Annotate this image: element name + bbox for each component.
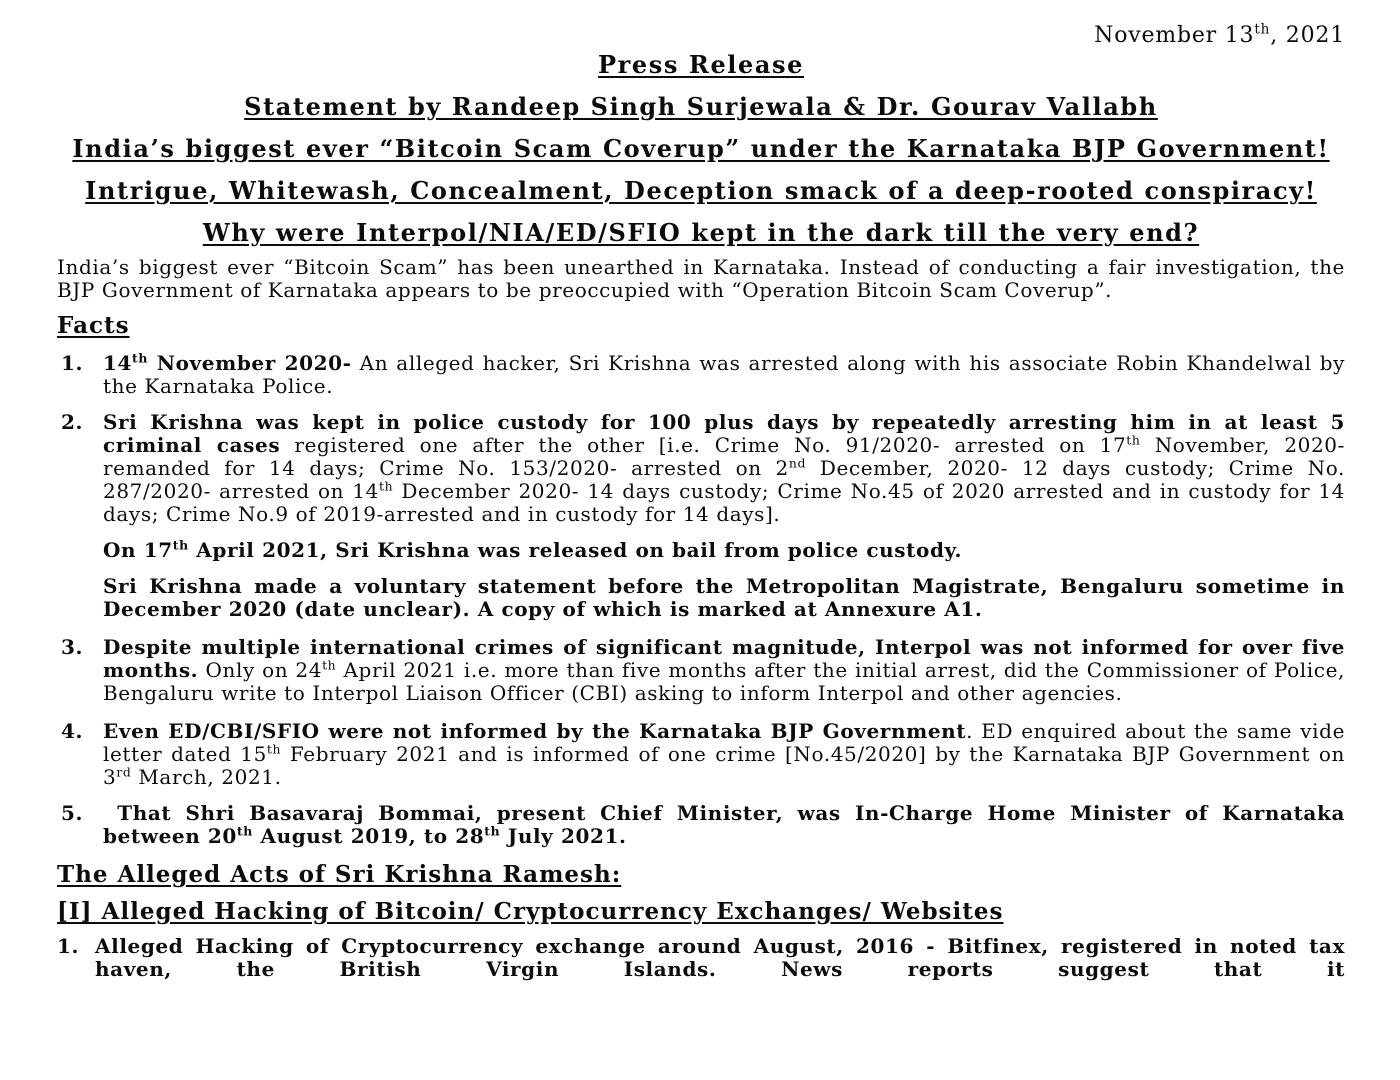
heading-interpol-question: Why were Interpol/NIA/ED/SFIO kept in the dark till the very end? xyxy=(202,218,1200,247)
fact-4-text: Even ED/CBI/SFIO were not informed by the Karnataka BJP Government. ED enquired about the same vide letter dated 15th February 2021 and is informed of one crime [No.45/2020] by the Karnataka BJP Government on 3rd March, 2021. xyxy=(103,719,1346,789)
fact-2-note-statement: Sri Krishna made a voluntary statement before the Metropolitan Magistrate, Bengaluru sometime in December 2020 (date unclear). A copy of which is marked at Annexure A1. xyxy=(103,574,1345,621)
section-1-heading: [I] Alleged Hacking of Bitcoin/ Cryptocurrency Exchanges/ Websites xyxy=(57,898,1004,925)
fact-item-5 xyxy=(57,802,1345,848)
alleged-acts-heading: The Alleged Acts of Sri Krishna Ramesh: xyxy=(57,861,622,888)
fact-1-text: 14th November 2020- An alleged hacker, Sri Krishna was arrested along with his associate Robin Khandelwal by the Karnataka Police. xyxy=(103,350,1346,398)
intro-paragraph: India’s biggest ever “Bitcoin Scam” has been unearthed in Karnataka. Instead of conducting a fair investigation, the BJP Government of Karnataka appears to be preoccupied with “Operation Bitcoin Scam Coverup”. xyxy=(57,255,1345,302)
alleged-item-1 xyxy=(57,935,1345,981)
fact-3-text: Despite multiple international crimes of significant magnitude, Interpol was not informed for over five months. Only on 24th April 2021 i.e. more than five months after the initial arrest, did the Commissioner of Police, Bengaluru write to Interpol Liaison Officer (CBI) asking to inform Interpol and other agencies. xyxy=(103,635,1345,705)
fact-5-text: That Shri Basavaraj Bommai, present Chief Minister, was In-Charge Home Minister of Karnataka between 20th August 2019, to 28th July 2021. xyxy=(103,801,1345,848)
fact-2-note-bail: On 17th April 2021, Sri Krishna was released on bail from police custody. xyxy=(103,537,963,562)
fact-1-number: 1. xyxy=(61,351,84,375)
facts-heading: Facts xyxy=(57,312,130,339)
date-line: November 13th, 2021 xyxy=(1094,21,1345,48)
alleged-1-number: 1. xyxy=(57,934,80,958)
fact-2-text: Sri Krishna was kept in police custody for 100 plus days by repeatedly arresting him in at least 5 criminal cases registered one after the other [i.e. Crime No. 91/2020- arrested on 17th November, 2020- remanded for 14 days; Crime No. 153/2020- arrested on 2nd December, 2020- 12 days custody; Crime No. 287/2020- arrested on 14th December 2020- 14 days custody; Crime No.45 of 2020 arrested and in custody for 14 days; Crime No.9 of 2019-arrested and in custody for 14 days]. xyxy=(103,410,1346,526)
fact-item-2 xyxy=(57,411,1345,526)
heading-bitcoin-scam-coverup: India’s biggest ever “Bitcoin Scam Coverup” under the Karnataka BJP Government! xyxy=(72,134,1330,163)
fact-5-number: 5. xyxy=(61,801,84,825)
fact-item-3 xyxy=(57,636,1345,705)
alleged-1-text: Alleged Hacking of Cryptocurrency exchange around August, 2016 - Bitfinex, registered in noted tax haven, the British Virgin Islands. News reports suggest that it xyxy=(95,934,1345,981)
heading-conspiracy: Intrigue, Whitewash, Concealment, Deception smack of a deep-rooted conspiracy! xyxy=(85,176,1317,205)
fact-2-number: 2. xyxy=(61,410,84,434)
fact-4-number: 4. xyxy=(61,719,84,743)
fact-item-4 xyxy=(57,720,1345,789)
heading-press-release: Press Release xyxy=(597,50,805,79)
heading-statement-by: Statement by Randeep Singh Surjewala & Dr. Gourav Vallabh xyxy=(244,92,1158,121)
fact-3-number: 3. xyxy=(61,635,84,659)
fact-item-1 xyxy=(57,352,1345,398)
